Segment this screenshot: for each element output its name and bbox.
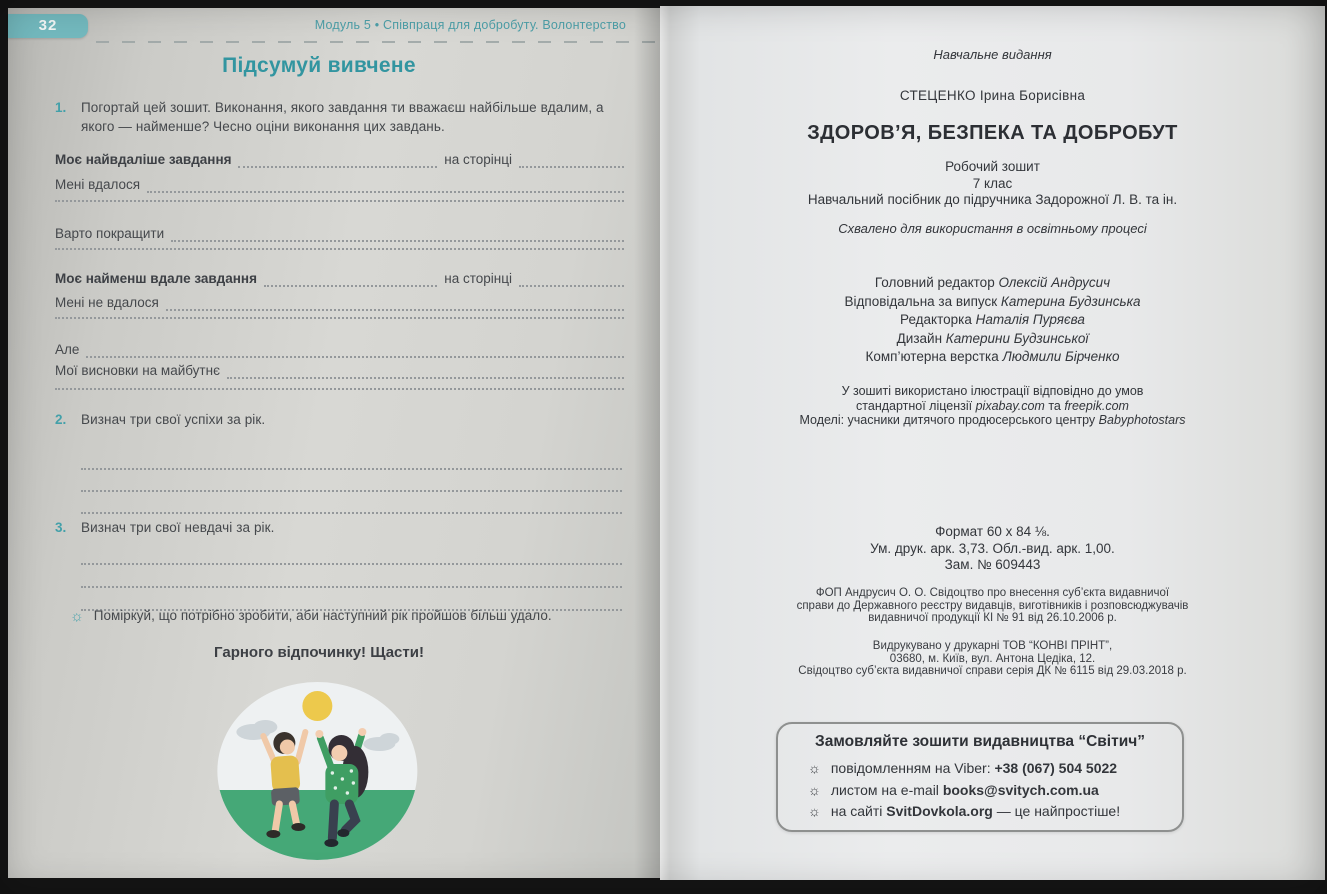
module-header: Модуль 5 • Співпраця для добробуту. Волонтерство <box>314 18 626 32</box>
approval-note: Схвалено для використання в освітньому процесі <box>838 221 1147 236</box>
print-spec-line: Ум. друк. арк. 3,73. Обл.-вид. арк. 1,00. <box>870 540 1115 556</box>
license-line: У зошиті використано ілюстрації відповідно до умов <box>841 384 1144 398</box>
print-spec-line: Формат 60 х 84 ⅛. <box>935 524 1050 539</box>
printer-block <box>660 640 1325 678</box>
license-agency: Babyphotostars <box>1098 413 1186 427</box>
on-page-label: на сторінці <box>444 271 512 286</box>
license-site: pixabay.com <box>975 398 1045 413</box>
sun-icon: ☼ <box>70 608 84 625</box>
publisher-line: видавничої продукції КІ № 91 від 26.10.2006 р. <box>868 612 1117 624</box>
worst-task-label: Моє найменш вдале завдання <box>55 271 257 286</box>
fill-in-line <box>238 151 437 168</box>
edition-type: Навчальне видання <box>933 47 1052 62</box>
sun-bullet-icon: ☼ <box>808 781 821 798</box>
improve-label: Варто покращити <box>55 226 165 241</box>
succeeded-label: Мені вдалося <box>55 177 141 192</box>
order-item-text <box>831 758 1117 780</box>
fill-in-line <box>264 270 437 287</box>
publisher-line: справи до Державного реєстру видавців, виготівників і розповсюджувачів <box>796 599 1189 612</box>
failed-label: Мені не вдалося <box>55 295 159 310</box>
closing-wish: Гарного відпочинку! Щасти! <box>214 644 424 661</box>
printer-line: 03680, м. Київ, вул. Антона Цедіка, 12. <box>889 652 1096 665</box>
page-number: 32 <box>38 17 58 34</box>
workbook-colophon-page <box>660 6 1325 880</box>
credit-line <box>660 274 1325 293</box>
license-line <box>660 399 1325 414</box>
task-2-number: 2. <box>55 412 67 427</box>
task-2 <box>55 410 622 429</box>
credit-line <box>660 311 1325 330</box>
order-text: повідомленням на Viber: <box>830 760 995 776</box>
task-3 <box>55 518 622 537</box>
license-line <box>660 413 1325 428</box>
task-3-text: Визнач три свої невдачі за рік. <box>81 520 275 535</box>
order-item-text <box>831 780 1099 802</box>
task-1-text: Погортай цей зошит. Виконання, якого завдання ти вважаєш найбільше вдалим, а якого — найменше? Чесно оціни виконання цих завдань. <box>81 100 604 134</box>
workbook-left-page <box>8 8 660 878</box>
hint-note <box>70 608 620 626</box>
fill-in-line <box>55 233 624 250</box>
fill-in-line <box>81 475 622 492</box>
order-info-box <box>776 722 1184 832</box>
license-text: стандартної ліцензії <box>856 398 976 413</box>
author-name: СТЕЦЕНКО Ірина Борисівна <box>899 88 1086 103</box>
sun-bullet-icon: ☼ <box>808 760 821 776</box>
order-text: на сайті <box>830 803 887 819</box>
credit-name: Людмили Бірченко <box>1002 349 1120 364</box>
credit-role: Відповідальна за випуск <box>844 293 1001 309</box>
section-title: Підсумуй вивчене <box>222 54 416 77</box>
but-label: Але <box>55 342 80 357</box>
form-row-but <box>55 338 624 358</box>
credit-name: Катерина Будзинська <box>1000 293 1141 309</box>
fill-in-line <box>55 185 624 202</box>
fill-in-line <box>81 548 622 565</box>
order-item-website <box>808 801 1182 823</box>
order-item-text <box>831 801 1120 823</box>
credit-role: Головний редактор <box>874 275 999 290</box>
print-specs-block <box>660 524 1325 574</box>
fill-in-line <box>519 270 624 287</box>
website-name: SvitDovkola.org <box>886 803 993 819</box>
credit-line <box>660 293 1325 312</box>
order-item-email <box>808 780 1182 802</box>
celebration-illustration-svg <box>213 680 421 862</box>
credit-line <box>660 330 1325 349</box>
credit-name: Наталія Пуряєва <box>975 312 1085 327</box>
order-text: — це найпростіше! <box>992 803 1121 819</box>
credit-name: Олексій Андрусич <box>998 275 1111 290</box>
credit-line <box>660 348 1325 367</box>
task-1 <box>55 98 622 136</box>
print-spec-line: Зам. № 609443 <box>944 557 1041 572</box>
subtitle-line: Навчальний посібник до підручника Задорожної Л. В. та ін. <box>807 192 1178 207</box>
order-text: листом на e-mail <box>830 781 943 798</box>
license-text: та <box>1044 398 1065 413</box>
license-text: Моделі: учасники дитячого продюсерського центру <box>799 413 1099 427</box>
fill-in-line <box>81 571 622 588</box>
printer-line: Видрукувано у друкарні ТОВ “КОНВІ ПРІНТ”, <box>872 640 1113 652</box>
form-row-worst <box>55 267 624 287</box>
book-title: ЗДОРОВ’Я, БЕЗПЕКА ТА ДОБРОБУТ <box>807 122 1178 144</box>
page-number-badge <box>8 14 88 38</box>
order-box-title: Замовляйте зошити видавництва “Світич” <box>815 733 1145 750</box>
hint-text: Поміркуй, що потрібно зробити, аби наступний рік пройшов більш удало. <box>93 608 552 623</box>
fill-in-line <box>81 453 622 470</box>
subtitle-line: 7 клас <box>972 175 1013 191</box>
printer-line: Свідоцтво суб’єкта видавничої справи серія ДК № 6115 від 29.03.2018 р. <box>798 665 1187 677</box>
credit-role: Редакторка <box>900 312 976 327</box>
publisher-block <box>660 587 1325 625</box>
order-item-viber <box>808 758 1182 780</box>
task-1-number: 1. <box>55 100 67 115</box>
fill-in-line <box>86 341 624 358</box>
license-block <box>660 384 1325 428</box>
subtitle-block <box>660 159 1325 209</box>
on-page-label: на сторінці <box>444 152 512 167</box>
task-2-text: Визнач три свої успіхи за рік. <box>81 412 266 427</box>
celebration-illustration <box>213 680 421 862</box>
dashed-rule <box>96 41 656 43</box>
reflection-form <box>55 140 624 412</box>
task-3-number: 3. <box>55 520 67 535</box>
subtitle-line: Робочий зошит <box>945 159 1040 174</box>
license-site: freepik.com <box>1064 398 1129 413</box>
credit-role: Комп’ютерна верстка <box>865 349 1003 364</box>
order-items <box>808 758 1182 823</box>
best-task-label: Моє найвдаліше завдання <box>55 152 232 167</box>
fill-in-line <box>55 373 624 390</box>
credits-block <box>660 274 1325 367</box>
fill-in-line <box>519 151 624 168</box>
fill-in-line <box>81 497 622 514</box>
sun-bullet-icon: ☼ <box>808 803 821 819</box>
credit-role: Дизайн <box>896 330 946 346</box>
form-row-best <box>55 148 624 168</box>
fill-in-line <box>55 302 624 319</box>
credit-name: Катерини Будзинської <box>945 330 1089 346</box>
publisher-line: ФОП Андрусич О. О. Свідоцтво про внесення суб’єкта видавничої <box>815 587 1170 599</box>
email-address: books@svitych.com.ua <box>942 781 1099 798</box>
viber-number: +38 (067) 504 5022 <box>994 760 1118 776</box>
conclusions-label: Мої висновки на майбутнє <box>55 363 220 378</box>
